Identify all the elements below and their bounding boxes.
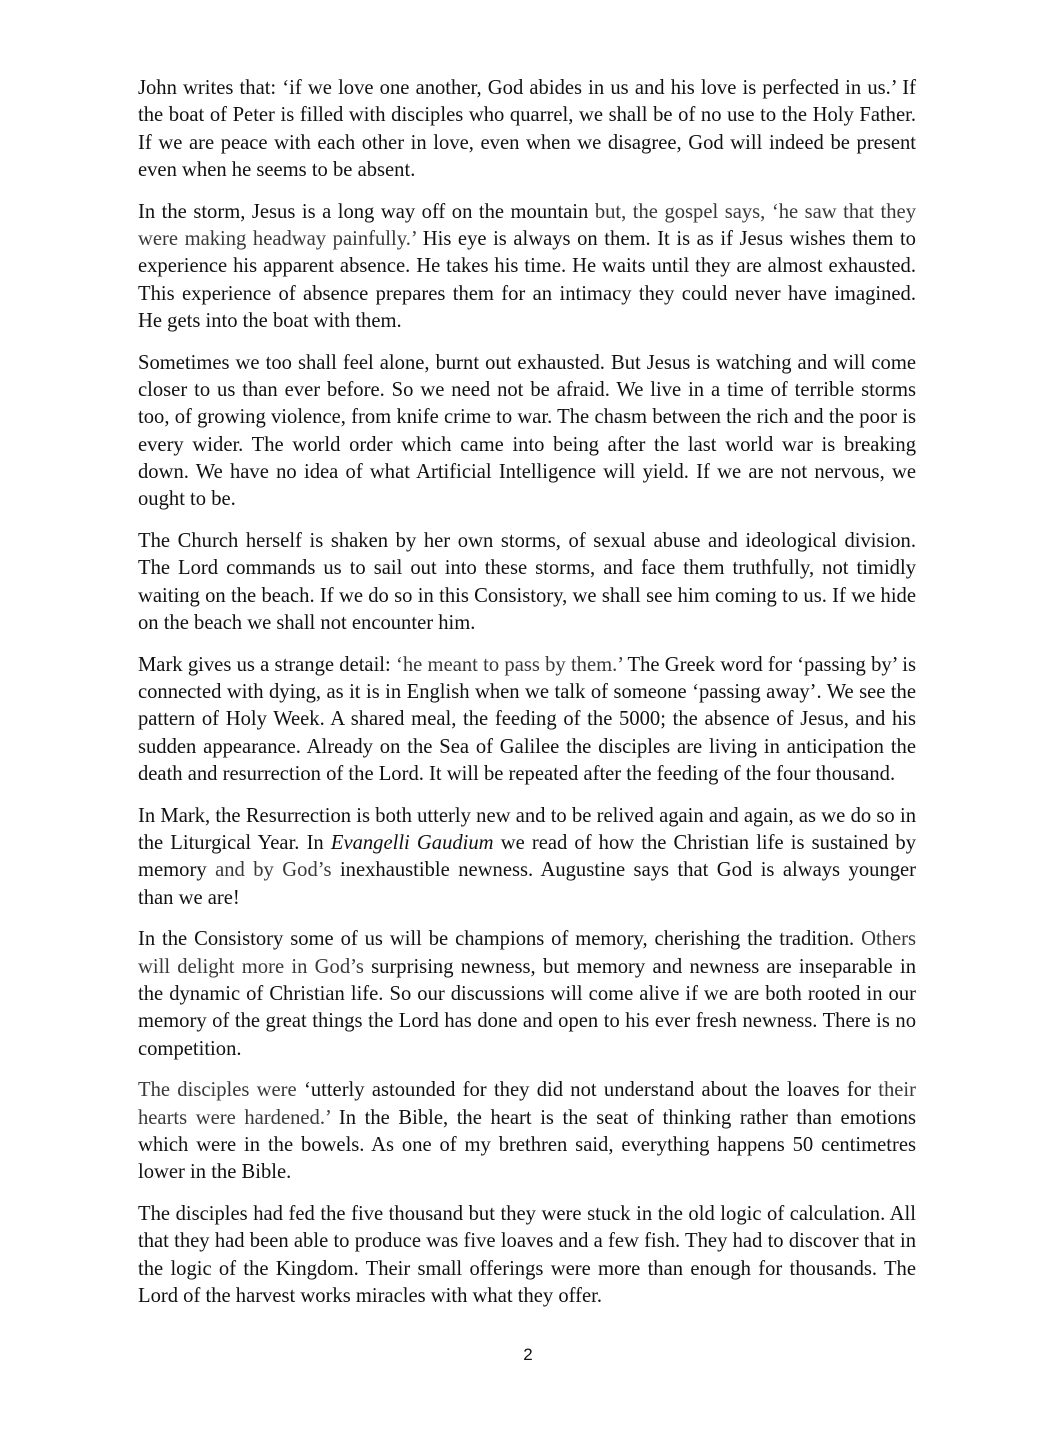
paragraph — [138, 652, 916, 788]
italic-text: Evangelli Gaudium — [330, 831, 494, 854]
page-number: 2 — [523, 1345, 533, 1364]
paragraph — [138, 75, 916, 184]
text-run: The disciples were — [138, 1079, 297, 1102]
paragraph — [138, 803, 916, 912]
text-run: surprising newness, but memory and newness are inseparable in the dynamic of Christian life. So our discussions will come alive if we are both rooted in our memory of the great things the Lord has done and open to his ever fresh newness. There is no competition. — [138, 955, 916, 1060]
text-run: In the Bible, the heart is the seat of thinking rather than emotions which were in the bowels. As one of my brethren said, everything happens 50 centimetres lower in the Bible. — [138, 1106, 916, 1184]
paragraph — [138, 1201, 916, 1310]
text-run: we read of how the Christian life is sustained by memory — [138, 831, 916, 882]
document-body — [138, 75, 916, 1325]
text-run: The Church herself is shaken by her own storms, of sexual abuse and ideological division. The Lord commands us to sail out into these storms, and face them truthfully, not timidly waiting on the beach. If we do so in this Consistory, we shall see him coming to us. If we hide on the beach we shall not encounter him. — [138, 529, 916, 634]
text-run: The disciples had fed the five thousand but they were stuck in the old logic of calculation. All that they had been able to produce was five loaves and a few fish. They had to discover that in the logic of the Kingdom. Their small offerings were more than enough for thousands. The Lord of the harvest works miracles with what they offer. — [138, 1202, 916, 1307]
text-run: In the storm, Jesus is a long way off on the mountain — [138, 200, 595, 223]
paragraph — [138, 926, 916, 1062]
text-run: Mark gives us a strange detail: — [138, 653, 396, 676]
text-run: their hearts were hardened.’ — [138, 1079, 916, 1129]
text-run: ‘he meant to pass by them.’ — [396, 653, 623, 676]
text-run: In Mark, the Resurrection is both utterly new and to be relived again and again, as we do so in the Liturgical Year. In — [138, 804, 916, 854]
text-run: ‘utterly astounded for they did not understand about the loaves for — [296, 1079, 879, 1102]
text-run: but, the gospel says, ‘he saw that they were making headway painfully.’ — [138, 200, 916, 250]
paragraph — [138, 350, 916, 514]
paragraph — [138, 528, 916, 637]
text-run: His eye is always on them. It is as if Jesus wishes them to experience his apparent absence. He takes his time. He waits until they are almost exhausted. This experience of absence prepares them for an intimacy they could never have imagined. He gets into the boat with them. — [138, 227, 916, 332]
text-run: inexhaustible newness. Augustine says that God is always younger than we are! — [138, 859, 917, 909]
text-run: Sometimes we too shall feel alone, burnt out exhausted. But Jesus is watching and will come closer to us than ever before. So we need not be afraid. We live in a time of terrible storms too, of growing violence, from knife crime to war. The chasm between the rich and the poor is every wider. The world order which came into being after the last world war is breaking down. We have no idea of what Artificial Intelligence will yield. If we are not nervous, we ought to be. — [138, 351, 916, 511]
text-run: and by God’s — [215, 859, 332, 882]
text-run: Others will delight more in God’s — [138, 928, 916, 978]
paragraph — [138, 1077, 916, 1186]
text-run: In the Consistory some of us will be champions of memory, cherishing the tradition. — [138, 928, 862, 951]
paragraph — [138, 199, 916, 335]
text-run: The Greek word for ‘passing by’ is connected with dying, as it is in English when we talk of someone ‘passing away’. We see the pattern of Holy Week. A shared meal, the feeding of the 5000; the absence of Jesus, and his sudden appearance. Already on the Sea of Galilee the disciples are living in anticipation the death and resurrection of the Lord. It will be repeated after the feeding of the four thousand. — [138, 653, 916, 785]
text-run: John writes that: ‘if we love one another, God abides in us and his love is perfected in us.’ If the boat of Peter is filled with disciples who quarrel, we shall be of no use to the Holy Father. If we are peace with each other in love, even when we disagree, God will indeed be present even when he seems to be absent. — [138, 77, 916, 181]
